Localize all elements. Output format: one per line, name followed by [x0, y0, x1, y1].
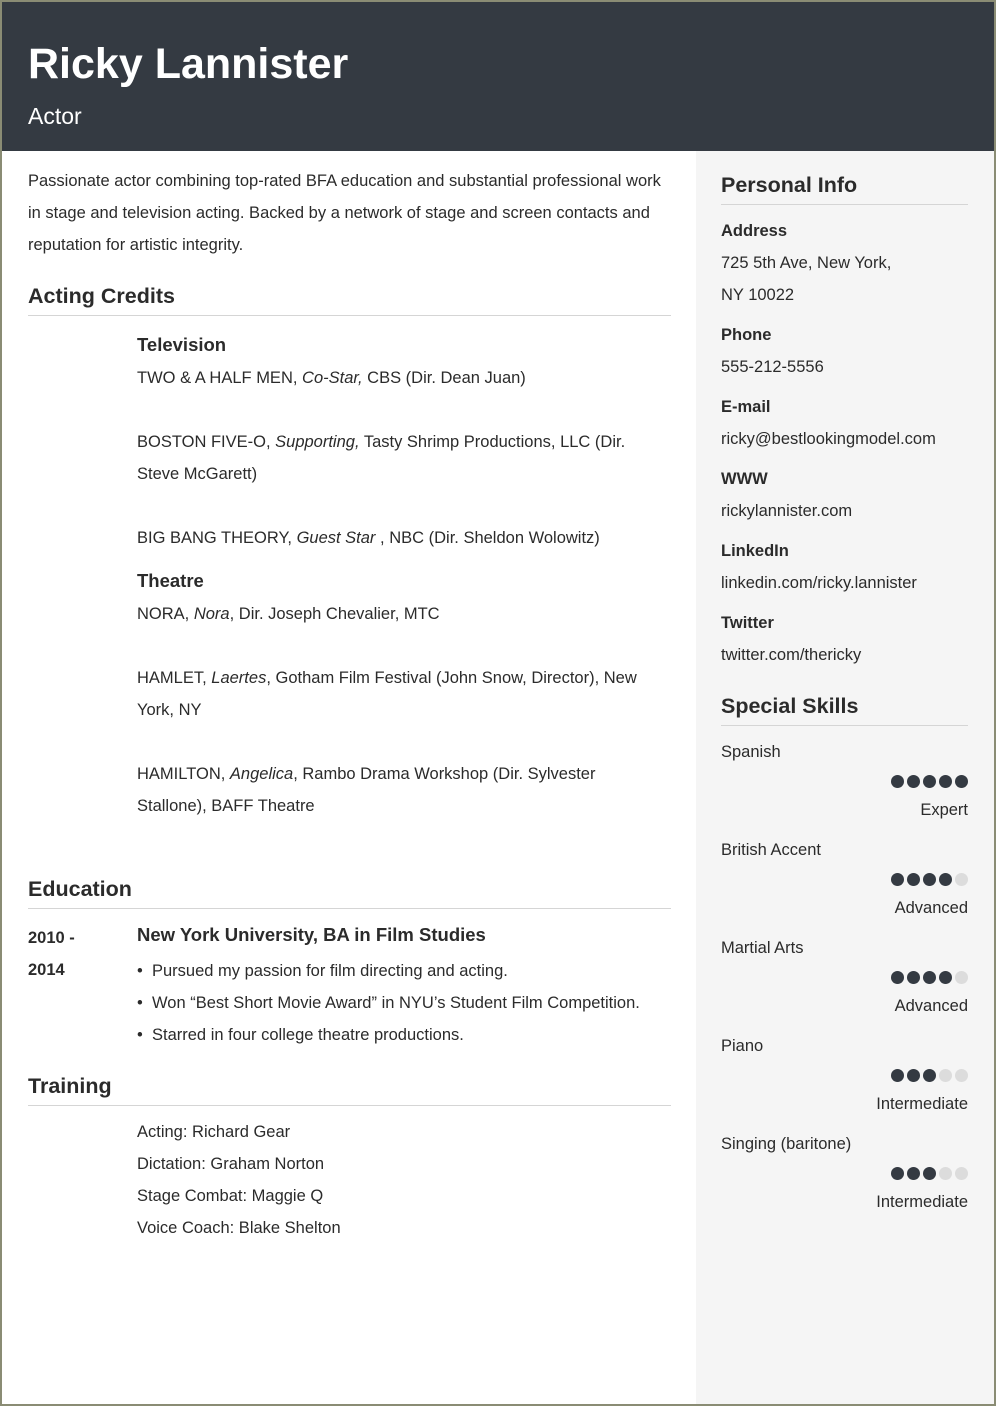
- list-item: • Pursued my passion for film directing and acting.: [137, 955, 677, 987]
- skill-level: Advanced: [894, 899, 968, 917]
- education-dates: 2010 - 2014: [28, 929, 75, 979]
- rating-dot-filled-icon: [939, 775, 952, 788]
- candidate-name: Ricky Lannister: [28, 40, 349, 88]
- rating-dot-filled-icon: [891, 1069, 904, 1082]
- rating-dot-empty-icon: [939, 1167, 952, 1180]
- summary-text: Passionate actor combining top-rated BFA education and substantial professional work in stage and television acting. Backed by a network of stage and screen contacts and reputation for artistic integrity.: [28, 172, 661, 254]
- twitter-label: Twitter: [721, 614, 774, 632]
- rating-dot-filled-icon: [907, 775, 920, 788]
- theatre-heading: Theatre: [137, 570, 204, 591]
- rating-dot-filled-icon: [891, 1167, 904, 1180]
- skill-level: Intermediate: [876, 1095, 968, 1113]
- television-heading: Television: [137, 334, 227, 355]
- address-label: Address: [721, 222, 788, 240]
- rating-dot-empty-icon: [955, 971, 968, 984]
- training-item: Dictation: Graham Norton: [137, 1155, 325, 1173]
- special-skills-heading: Special Skills: [721, 694, 968, 726]
- education-degree: New York University, BA in Film Studies: [137, 924, 486, 945]
- rating-dot-filled-icon: [955, 775, 968, 788]
- rating-dot-empty-icon: [939, 1069, 952, 1082]
- rating-dot-filled-icon: [907, 971, 920, 984]
- candidate-title: Actor: [28, 103, 82, 129]
- address-line2: NY 10022: [721, 286, 795, 304]
- education-heading: Education: [28, 877, 671, 909]
- credit-entry: HAMILTON, Angelica, Rambo Drama Workshop (Dir. Sylvester Stallone), BAFF Theatre: [137, 765, 596, 815]
- credit-entry: NORA, Nora, Dir. Joseph Chevalier, MTC: [137, 605, 440, 623]
- skill-level: Intermediate: [876, 1193, 968, 1211]
- website-value[interactable]: rickylannister.com: [721, 502, 853, 520]
- list-item: • Won “Best Short Movie Award” in NYU’s Student Film Competition.: [137, 987, 677, 1019]
- acting-credits-heading: Acting Credits: [28, 284, 671, 316]
- credit-entry: HAMLET, Laertes, Gotham Film Festival (John Snow, Director), New York, NY: [137, 669, 637, 719]
- training-item: Voice Coach: Blake Shelton: [137, 1219, 341, 1237]
- credit-entry: BIG BANG THEORY, Guest Star , NBC (Dir. Sheldon Wolowitz): [137, 529, 600, 547]
- twitter-value[interactable]: twitter.com/thericky: [721, 646, 862, 664]
- rating-dot-filled-icon: [891, 775, 904, 788]
- rating-dot-empty-icon: [955, 1167, 968, 1180]
- address-line1: 725 5th Ave, New York,: [721, 254, 892, 272]
- rating-dot-filled-icon: [939, 971, 952, 984]
- rating-dot-filled-icon: [939, 873, 952, 886]
- skill-name: Martial Arts: [721, 939, 804, 957]
- rating-dot-filled-icon: [923, 971, 936, 984]
- training-item: Acting: Richard Gear: [137, 1123, 291, 1141]
- rating-dot-filled-icon: [907, 1069, 920, 1082]
- phone-label: Phone: [721, 326, 772, 344]
- rating-dot-empty-icon: [955, 873, 968, 886]
- skill-name: Spanish: [721, 743, 781, 761]
- resume-header: [2, 2, 994, 151]
- rating-dot-filled-icon: [923, 1069, 936, 1082]
- rating-dot-filled-icon: [923, 873, 936, 886]
- skill-rating: [891, 1167, 968, 1180]
- phone-value: 555-212-5556: [721, 358, 824, 376]
- linkedin-value[interactable]: linkedin.com/ricky.lannister: [721, 574, 917, 592]
- rating-dot-filled-icon: [923, 1167, 936, 1180]
- list-item: • Starred in four college theatre productions.: [137, 1019, 677, 1051]
- skill-name: Singing (baritone): [721, 1135, 852, 1153]
- training-heading: Training: [28, 1074, 671, 1106]
- skill-rating: [891, 971, 968, 984]
- rating-dot-filled-icon: [907, 873, 920, 886]
- rating-dot-filled-icon: [923, 775, 936, 788]
- skill-level: Expert: [920, 801, 968, 819]
- rating-dot-filled-icon: [891, 971, 904, 984]
- linkedin-label: LinkedIn: [721, 542, 789, 560]
- email-label: E-mail: [721, 398, 771, 416]
- email-value[interactable]: ricky@bestlookingmodel.com: [721, 430, 936, 448]
- rating-dot-empty-icon: [955, 1069, 968, 1082]
- rating-dot-filled-icon: [907, 1167, 920, 1180]
- training-item: Stage Combat: Maggie Q: [137, 1187, 324, 1205]
- credit-entry: TWO & A HALF MEN, Co-Star, CBS (Dir. Dean Juan): [137, 369, 526, 387]
- skill-rating: [891, 1069, 968, 1082]
- www-label: WWW: [721, 470, 768, 488]
- credit-entry: BOSTON FIVE-O, Supporting, Tasty Shrimp Productions, LLC (Dir. Steve McGarett): [137, 433, 626, 483]
- education-bullets: [137, 955, 677, 1051]
- skill-name: Piano: [721, 1037, 764, 1055]
- skill-name: British Accent: [721, 841, 821, 859]
- personal-info-heading: Personal Info: [721, 173, 968, 205]
- rating-dot-filled-icon: [891, 873, 904, 886]
- skill-level: Advanced: [894, 997, 968, 1015]
- skill-rating: [891, 873, 968, 886]
- skill-rating: [891, 775, 968, 788]
